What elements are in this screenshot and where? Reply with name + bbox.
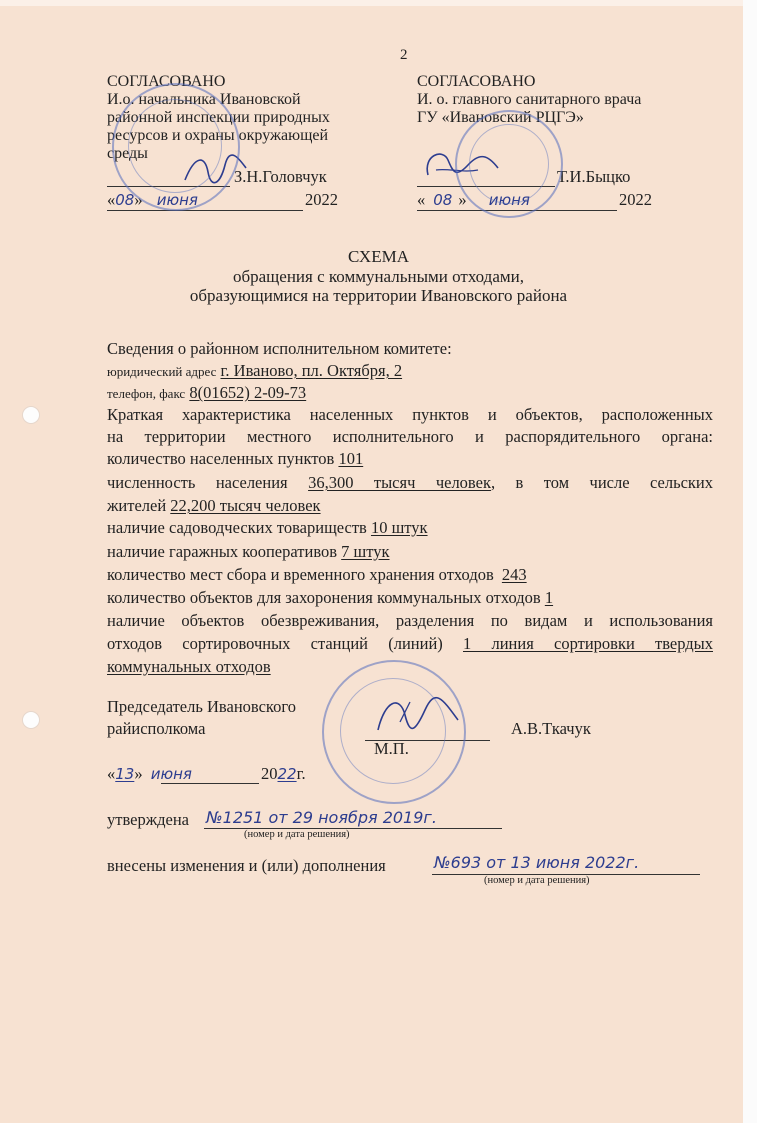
info-population: численность населения 36,300 тысяч человек, в том числе сельских	[107, 473, 714, 492]
chairman-name: А.В.Ткачук	[511, 719, 591, 738]
info-gardening: наличие садоводческих товариществ 10 штук	[107, 518, 428, 537]
chairman-date: «13» июня	[107, 764, 192, 783]
changes-hint: (номер и дата решения)	[484, 875, 590, 886]
info-neutral-line3	[107, 657, 271, 677]
chairman-title-line1: Председатель Ивановского	[107, 697, 296, 716]
info-settlements-value: 101	[338, 449, 364, 468]
info-neutral-line2: отходов сортировочных станций (линий) 1 линия сортировки твердых	[107, 634, 713, 653]
approval-right-line: ГУ «Ивановский РЦГЭ»	[417, 109, 584, 126]
document-subtitle-line2: образующимися на территории Ивановского района	[189, 286, 568, 305]
info-heading: Сведения о районном исполнительном комитете:	[107, 339, 452, 358]
info-address: юридический адрес г. Иваново, пл. Октября, 2	[107, 361, 403, 380]
changes-value: №693 от 13 июня 2022г.	[434, 853, 640, 872]
info-collection-value: 243	[501, 565, 527, 584]
info-neutral-value-cont: коммунальных отходов	[107, 657, 271, 676]
approval-left-date: «08» июня	[107, 190, 198, 209]
approval-right-date-day: 08	[433, 191, 453, 209]
chairman-date-month: июня	[150, 765, 192, 783]
approval-left-year: 2022	[305, 190, 338, 209]
info-characteristics-line2: на территории местного исполнительного и распорядительного органа:	[107, 427, 713, 446]
stamp-center	[322, 660, 466, 804]
approved-value: №1251 от 29 ноября 2019г.	[206, 808, 437, 827]
approval-left-line: районной инспекции природных	[107, 109, 330, 126]
approval-left-date-day: 08	[115, 191, 135, 209]
approved-label: утверждена	[107, 810, 190, 829]
info-gardening-value: 10 штук	[370, 518, 428, 537]
approval-left-line: И.о. начальника Ивановской	[107, 91, 301, 108]
approval-left-name: З.Н.Головчук	[234, 167, 327, 186]
approval-right-line: И. о. главного санитарного врача	[417, 91, 642, 108]
info-characteristics-line1: Краткая характеристика населенных пунктов и объектов, расположенных	[107, 405, 713, 424]
approval-left-date-month: июня	[156, 191, 198, 209]
info-rural: жителей 22,200 тысяч человек	[107, 496, 321, 515]
chairman-mp: М.П.	[374, 739, 409, 758]
info-neutral-value: 1 линия сортировки твердых	[463, 634, 713, 653]
info-burial: количество объектов для захоронения коммунальных отходов 1	[107, 588, 554, 607]
stamp-left	[112, 83, 240, 211]
approval-right-date: « 08 » июня	[417, 190, 530, 209]
info-phone: телефон, факс 8(01652) 2-09-73	[107, 383, 307, 402]
approval-right-heading: СОГЛАСОВАНО	[417, 73, 536, 90]
approval-left-line: среды	[107, 145, 148, 162]
approval-left-heading: СОГЛАСОВАНО	[107, 73, 226, 90]
punch-hole-bottom	[22, 711, 40, 729]
chairman-date-day: 13	[115, 765, 135, 783]
info-rural-value: 22,200 тысяч человек	[170, 496, 321, 515]
info-garage: наличие гаражных кооперативов 7 штук	[107, 542, 390, 561]
info-neutral-line1: наличие объектов обезвреживания, разделения по видам и использования	[107, 611, 713, 630]
chairman-title-line2: райисполкома	[107, 719, 206, 738]
changes-label: внесены изменения и (или) дополнения	[107, 856, 386, 875]
paper-edge-top	[0, 0, 757, 6]
info-garage-value: 7 штук	[341, 542, 390, 561]
approval-left-line: ресурсов и охраны окружающей	[107, 127, 329, 144]
info-collection: количество мест сбора и временного хранения отходов 243	[107, 565, 527, 584]
info-address-value: г. Иваново, пл. Октября, 2	[220, 361, 403, 380]
approval-left-date-line	[107, 210, 303, 211]
page-number: 2	[400, 47, 408, 63]
approval-right-name: Т.И.Быцко	[557, 167, 631, 186]
document-subtitle-line1: обращения с коммунальными отходами,	[232, 267, 524, 286]
info-population-value: 36,300 тысяч человек	[308, 473, 491, 492]
stamp-right	[455, 110, 563, 218]
chairman-date-line	[161, 783, 259, 784]
punch-hole-top	[22, 406, 40, 424]
approval-right-date-month: июня	[488, 191, 530, 209]
approved-hint: (номер и дата решения)	[244, 829, 350, 840]
chairman-year: 2022г.	[261, 764, 306, 783]
paper-edge-right	[743, 0, 757, 1123]
info-burial-value: 1	[544, 588, 554, 607]
document-title: СХЕМА	[348, 247, 409, 266]
info-settlements: количество населенных пунктов 101	[107, 449, 364, 468]
approval-right-year: 2022	[619, 190, 652, 209]
info-phone-value: 8(01652) 2-09-73	[189, 383, 307, 402]
